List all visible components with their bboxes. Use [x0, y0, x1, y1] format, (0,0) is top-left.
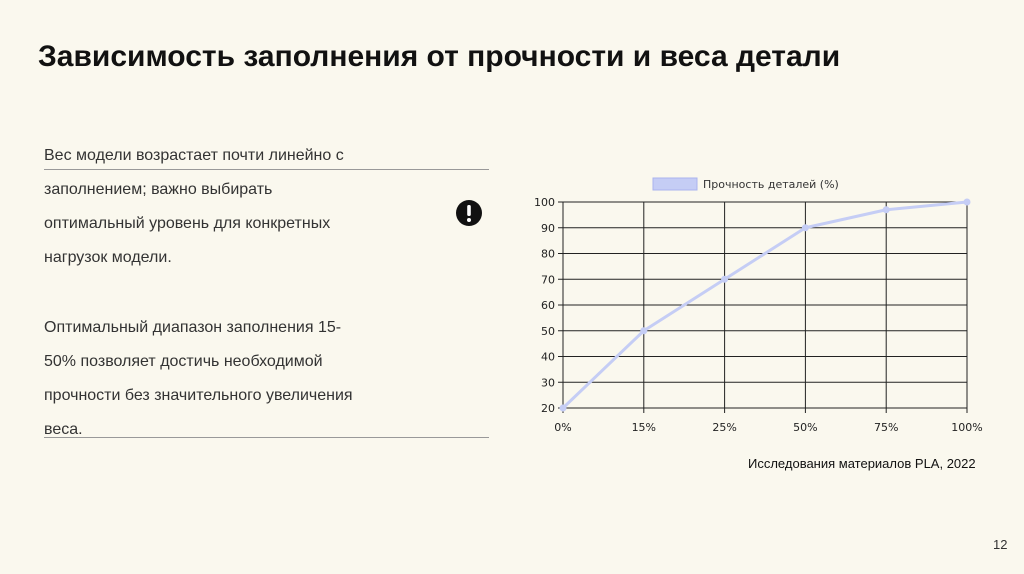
- data-point: [964, 199, 971, 206]
- paragraph-line: 50% позволяет достичь необходимой: [44, 353, 323, 370]
- divider: [44, 169, 489, 170]
- data-point: [883, 206, 890, 213]
- x-tick-label: 75%: [873, 421, 899, 434]
- y-tick-label: 70: [541, 273, 555, 287]
- x-tick-label: 25%: [712, 421, 737, 434]
- slide-title: Зависимость заполнения от прочности и веса детали: [38, 40, 841, 73]
- legend-swatch: [653, 178, 697, 190]
- y-tick-label: 40: [541, 350, 555, 364]
- paragraph-line: оптимальный уровень для конкретных: [44, 215, 331, 232]
- paragraph-line: веса.: [44, 421, 83, 438]
- x-tick-label: 15%: [631, 421, 657, 434]
- x-tick-label: 50%: [793, 421, 818, 434]
- paragraph-line: прочности без значительного увеличения: [44, 387, 353, 404]
- y-tick-label: 60: [541, 299, 555, 312]
- y-tick-label: 20: [541, 402, 555, 415]
- legend-label: Прочность деталей (%): [703, 178, 839, 191]
- paragraph-optimal-range: [44, 311, 489, 447]
- paragraph-line: нагрузок модели.: [44, 249, 172, 266]
- x-tick-label: 0%: [554, 421, 572, 434]
- paragraph-line: заполнением; важно выбирать: [44, 181, 273, 198]
- y-tick-label: 80: [541, 247, 555, 261]
- y-tick-label: 30: [541, 376, 555, 390]
- divider: [44, 437, 489, 438]
- paragraph-line: Оптимальный диапазон заполнения 15-: [44, 319, 342, 336]
- data-point: [560, 405, 567, 412]
- data-point: [721, 276, 728, 283]
- data-point: [802, 224, 809, 231]
- y-tick-label: 90: [541, 221, 555, 235]
- x-tick-label: 100%: [951, 421, 983, 434]
- y-tick-label: 100: [534, 196, 555, 209]
- source-caption: Исследования материалов PLA, 2022: [748, 456, 976, 471]
- data-point: [640, 327, 647, 334]
- page-number: 12: [993, 537, 1008, 552]
- paragraph-line: Вес модели возрастает почти линейно с: [44, 147, 344, 164]
- strength-chart: [515, 172, 995, 442]
- y-tick-label: 50: [541, 324, 555, 338]
- paragraph-weight: [44, 139, 489, 275]
- exclamation-circle-icon: [455, 199, 483, 227]
